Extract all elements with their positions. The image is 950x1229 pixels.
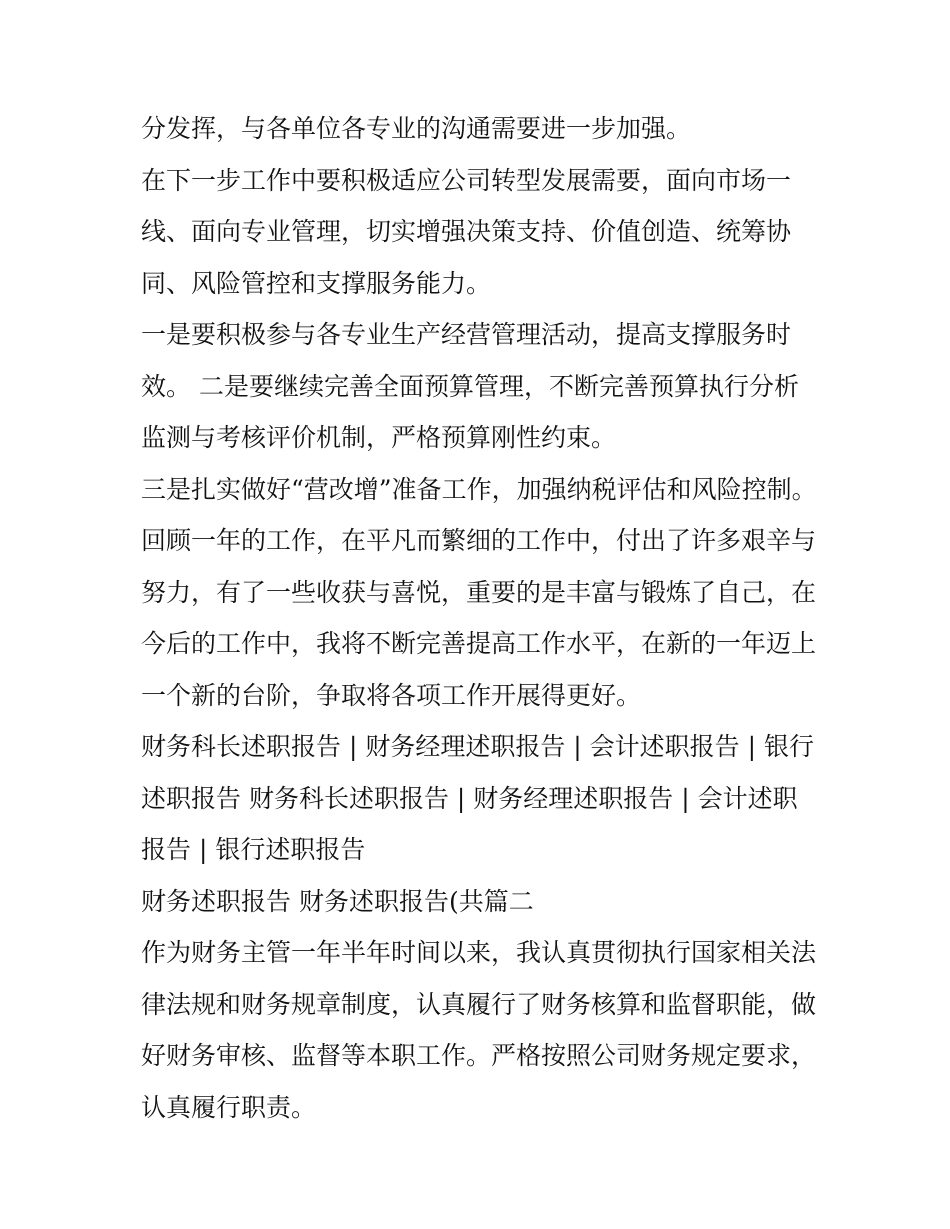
paragraph-next-steps: 在下一步工作中要积极适应公司转型发展需要，面向市场一线、面向专业管理，切实增强决策支持、价值创造、统筹协同、风险管控和支撑服务能力。 [141, 165, 792, 298]
paragraph-intro-part-two: 作为财务主管一年半年时间以来，我认真贯彻执行国家相关法律法规和财务规章制度，认真履行了财务核算和监督职能，做好财务审核、监督等本职工作。严格按照公司财务规定要求，认真履行职责。 [141, 938, 817, 1122]
paragraph-review: 回顾一年的工作，在平凡而繁细的工作中，付出了许多艰辛与努力，有了一些收获与喜悦，重要的是丰富与锻炼了自己，在今后的工作中，我将不断完善提高工作水平，在新的一年迈上一个新的台阶，争取将各项工作开展得更好。 [141, 526, 817, 710]
paragraph-point-three: 三是扎实做好“营改增”准备工作，加强纳税评估和风险控制。 [141, 474, 817, 504]
paragraph-continuation: 分发挥，与各单位各专业的沟通需要进一步加强。 [141, 114, 692, 143]
paragraph-points-one-two: 一是要积极参与各专业生产经营管理活动，提高支撑服务时效。 二是要继续完善全面预算管理，不断完善预算执行分析监测与考核评价机制，严格预算刚性约束。 [141, 320, 799, 452]
paragraph-related-links: 财务科长述职报告 | 财务经理述职报告 | 会计述职报告 | 银行述职报告 财务科长述职报告 | 财务经理述职报告 | 会计述职报告 | 银行述职报告 [141, 732, 814, 864]
section-heading: 财务述职报告 财务述职报告(共篇二 [141, 886, 534, 916]
document-body [141, 103, 821, 1133]
